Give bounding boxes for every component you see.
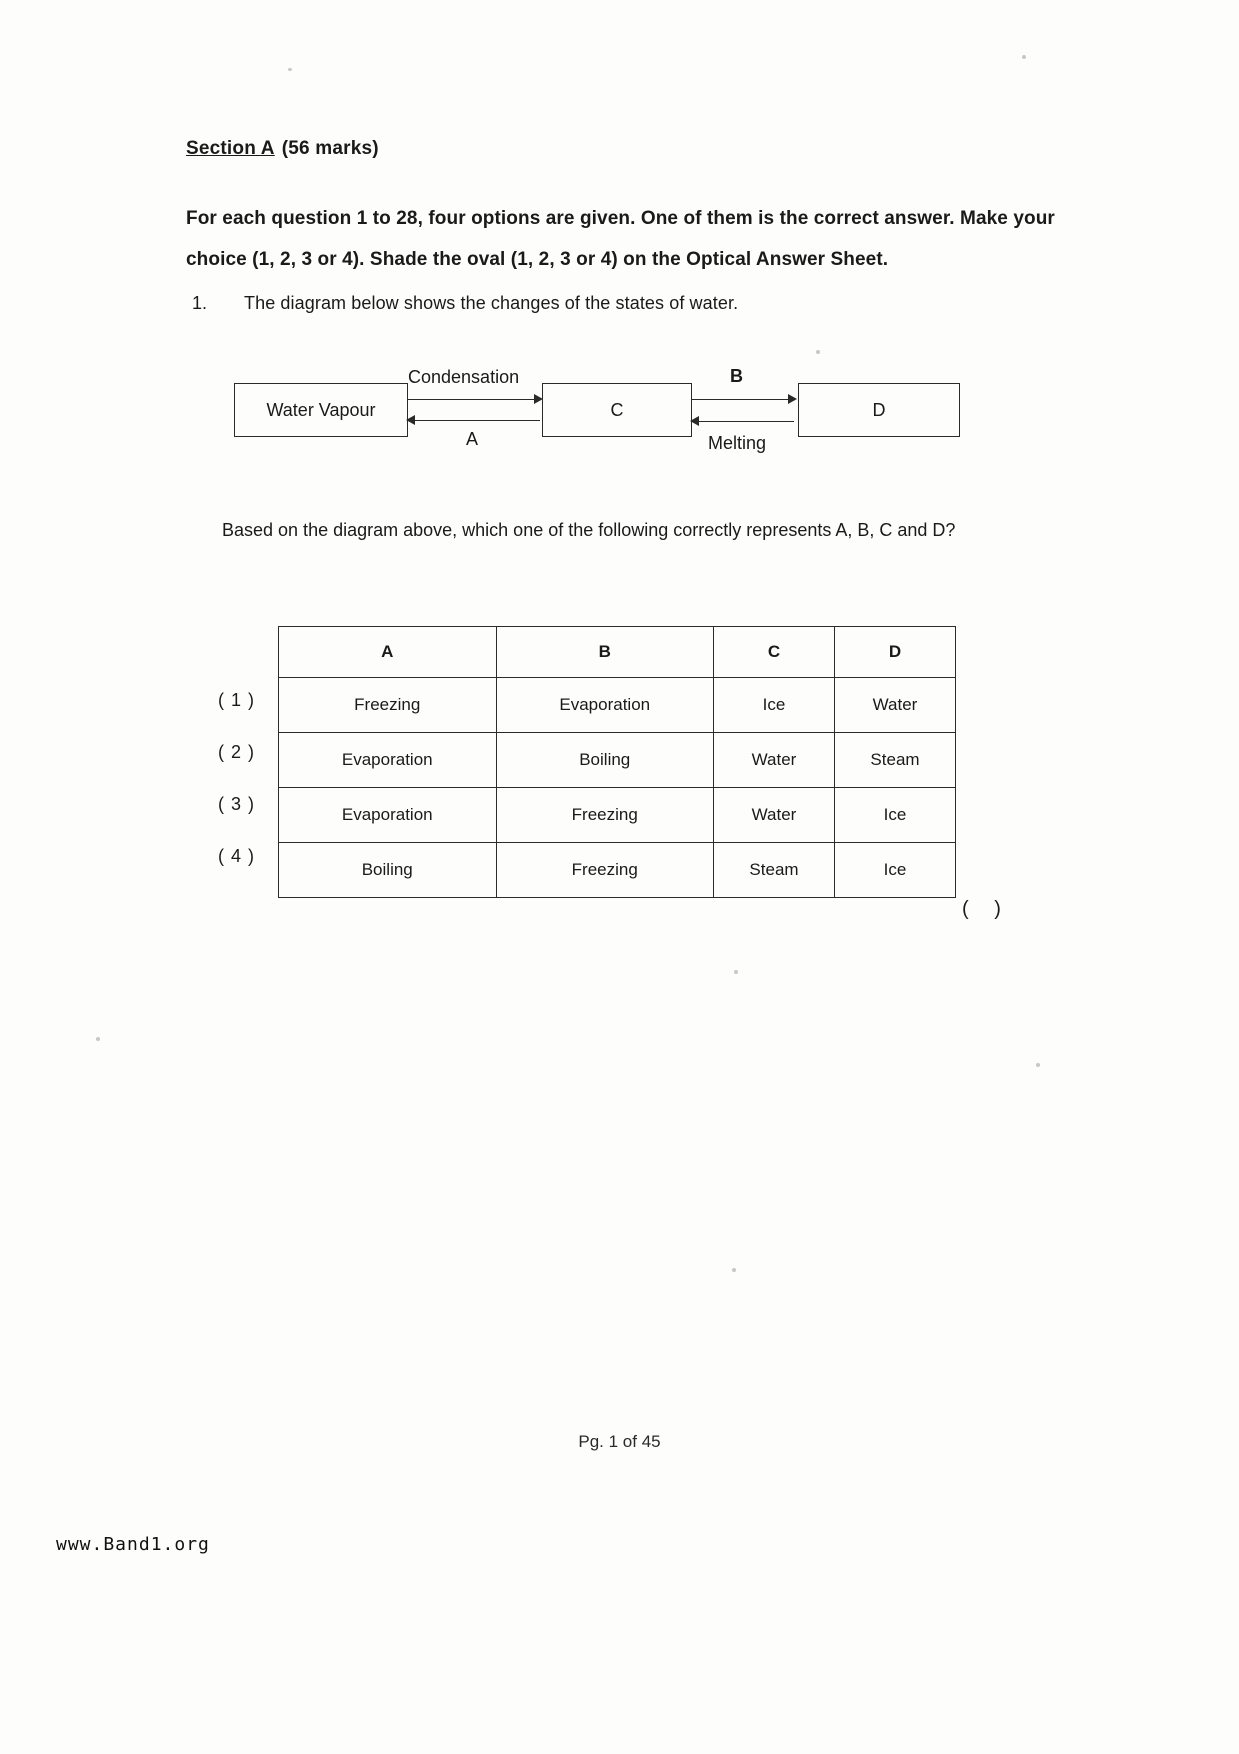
answer-options-table [278,626,956,898]
diagram-arrow-a-line [410,420,540,421]
table-cell: Water [834,678,955,733]
table-row [279,843,956,898]
diagram-arrow-a-head [406,415,415,425]
table-cell: Freezing [496,843,714,898]
question-number: 1. [192,293,208,313]
table-cell: Freezing [279,678,497,733]
diagram-arrow-condensation-line [408,399,538,400]
page-footer: Pg. 1 of 45 [578,1432,661,1451]
table-cell: Steam [834,733,955,788]
diagram-arrow-condensation-head [534,394,543,404]
diagram-box-c [542,383,692,437]
table-cell: Ice [714,678,835,733]
diagram-box-water-vapour [234,383,408,437]
table-header-c: C [714,627,835,678]
scan-speck [732,1268,736,1272]
table-header-a: A [279,627,497,678]
diagram-label-a: A [466,429,479,449]
table-cell: Evaporation [279,788,497,843]
table-row [279,733,956,788]
table-row [279,788,956,843]
diagram-arrow-melting-line [694,421,794,422]
instructions-text: For each question 1 to 28, four options are given. One of them is the correct answer. Make your choice (1, 2, 3 or 4). Shade the oval (1, 2, 3 or 4) on the Optical Answer Sheet. [186,208,1055,270]
scan-speck [734,970,738,974]
question-text: The diagram below shows the changes of the states of water. [244,293,739,313]
option-label-2: ( 2 ) [218,742,256,762]
table-cell: Evaporation [496,678,714,733]
table-cell: Ice [834,843,955,898]
table-cell: Boiling [279,843,497,898]
table-header-row [279,627,956,678]
table-cell: Ice [834,788,955,843]
table-cell: Water [714,788,835,843]
table-cell: Evaporation [279,733,497,788]
diagram-arrow-melting-head [690,416,699,426]
diagram-arrow-b-head [788,394,797,404]
followup-text: Based on the diagram above, which one of the following correctly represents A, B, C and D? [222,520,956,540]
table-cell: Boiling [496,733,714,788]
diagram-arrow-b-line [692,399,792,400]
diagram-label-condensation: Condensation [408,367,520,387]
scan-speck [1022,55,1026,59]
table-cell: Steam [714,843,835,898]
section-heading [186,138,379,160]
table-cell: Freezing [496,788,714,843]
diagram-box-water-vapour-label: Water Vapour [266,399,376,420]
answer-bracket: ( ) [962,898,1011,920]
site-watermark: www.Band1.org [56,1534,210,1555]
option-label-1: ( 1 ) [218,690,256,710]
option-label-4: ( 4 ) [218,846,256,866]
table-header-b: B [496,627,714,678]
diagram-label-b: B [730,366,743,386]
section-heading-label: Section A [186,138,275,159]
section-heading-marks: (56 marks) [281,138,379,159]
table-row [279,678,956,733]
table-header-d: D [834,627,955,678]
diagram-box-d [798,383,960,437]
diagram-label-melting: Melting [708,433,767,453]
diagram-box-c-label: C [610,399,624,420]
state-changes-diagram [230,365,990,470]
scan-speck [96,1037,100,1041]
option-label-3: ( 3 ) [218,794,256,814]
diagram-box-d-label: D [872,399,886,420]
scan-speck [288,68,292,71]
scan-speck [1036,1063,1040,1067]
scan-speck [816,350,820,354]
table-cell: Water [714,733,835,788]
